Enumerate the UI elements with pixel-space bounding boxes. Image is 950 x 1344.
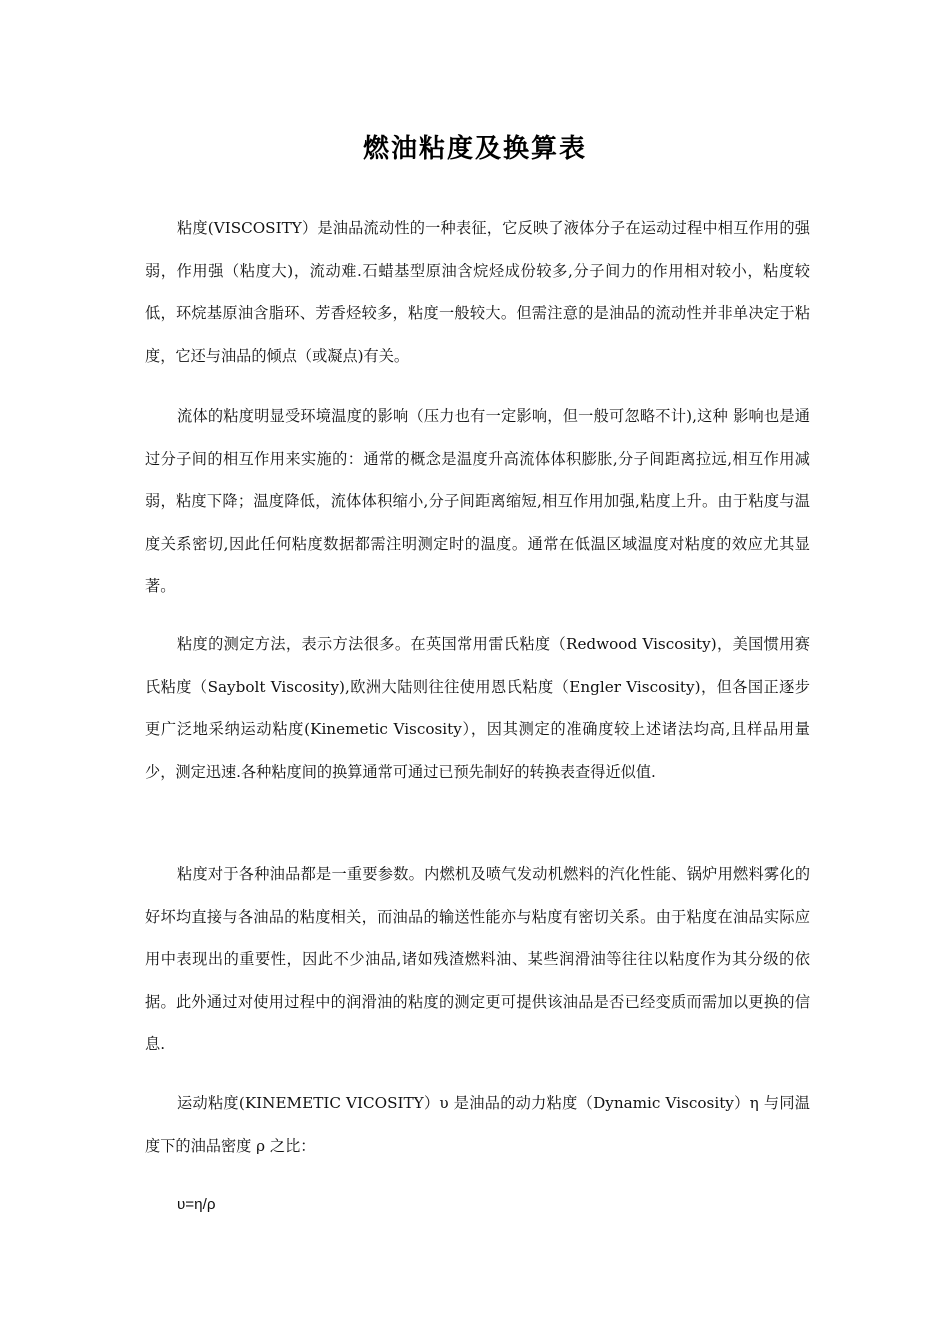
viscosity-formula: υ=η/ρ bbox=[177, 1196, 216, 1213]
paragraph-measurement-methods: 粘度的测定方法，表示方法很多。在英国常用雷氏粘度（Redwood Viscosity)，美国惯用赛氏粘度（Saybolt Viscosity),欧洲大陆则往往使用恩氏粘度（Engler Viscosity)，但各国正逐步更广泛地采纳运动粘度(Kinemetic Viscosity），因其测定的准确度较上述诸法均高,且样品用量少，测定迅速.各种粘度间的换算通常可通过已预先制好的转换表查得近似值. bbox=[145, 635, 810, 781]
paragraph-kinematic-viscosity: 运动粘度(KINEMETIC VICOSITY）υ 是油品的动力粘度（Dynamic Viscosity）η 与同温度下的油品密度 ρ 之比： bbox=[145, 1094, 810, 1155]
document-title: 燃油粘度及换算表 bbox=[362, 134, 587, 164]
paragraph-importance: 粘度对于各种油品都是一重要参数。内燃机及喷气发动机燃料的汽化性能、锅炉用燃料雾化的好坏均直接与各油品的粘度相关，而油品的输送性能亦与粘度有密切关系。由于粘度在油品实际应用中表现出的重要性，因此不少油品,诸如残渣燃料油、某些润滑油等往往以粘度作为其分级的依据。此外通过对使用过程中的润滑油的粘度的测定更可提供该油品是否已经变质而需加以更换的信息. bbox=[145, 865, 810, 1053]
paragraph-viscosity-definition: 粘度(VISCOSITY）是油品流动性的一种表征，它反映了液体分子在运动过程中相互作用的强弱，作用强（粘度大)，流动难.石蜡基型原油含烷烃成份较多,分子间力的作用相对较小，粘度较低，环烷基原油含脂环、芳香烃较多，粘度一般较大。但需注意的是油品的流动性并非单决定于粘度，它还与油品的倾点（或凝点)有关。 bbox=[145, 219, 810, 365]
paragraph-temperature-effect: 流体的粘度明显受环境温度的影响（压力也有一定影响，但一般可忽略不计),这种 影响也是通过分子间的相互作用来实施的：通常的概念是温度升高流体体积膨胀,分子间距离拉远,相互作用减弱，粘度下降；温度降低，流体体积缩小,分子间距离缩短,相互作用加强,粘度上升。由于粘度与温度关系密切,因此任何粘度数据都需注明测定时的温度。通常在低温区域温度对粘度的效应尤其显著。 bbox=[145, 407, 810, 595]
